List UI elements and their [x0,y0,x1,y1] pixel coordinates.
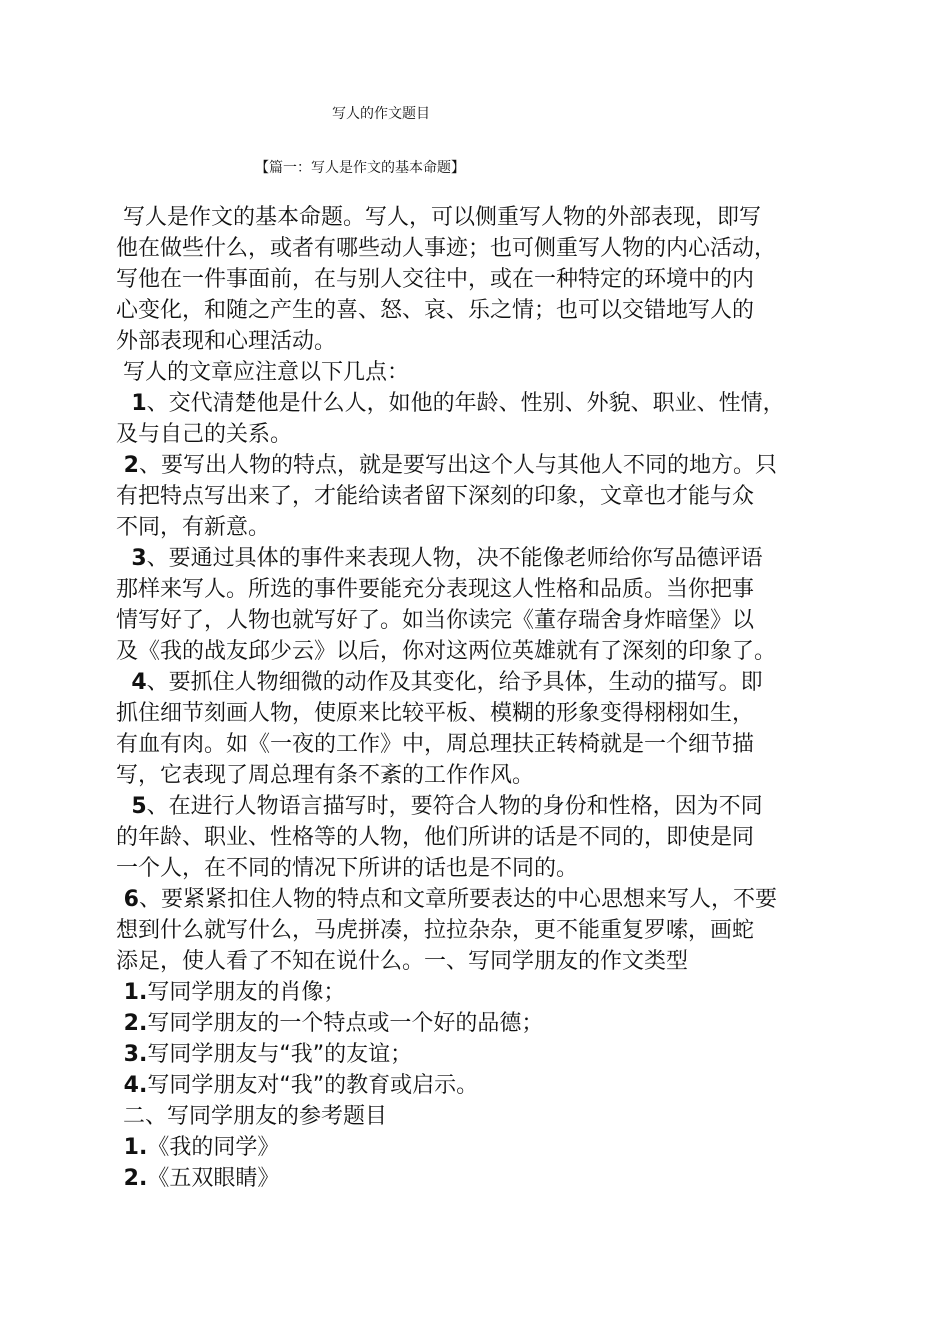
text-line [116,388,836,419]
text-line [116,512,836,543]
text-line [116,1163,836,1194]
document-body [116,202,836,1194]
text-line [116,202,836,233]
line-text: 有把特点写出来了，才能给读者留下深刻的印象，文章也才能与众 [116,484,755,509]
text-line [116,760,836,791]
text-line [116,729,836,760]
line-text: 添足，使人看了不知在说什么。一、写同学朋友的作文类型 [116,949,689,974]
text-line [116,1070,836,1101]
line-text: 的年龄、职业、性格等的人物，他们所讲的话是不同的，即使是同 [116,825,755,850]
item-number: 3 [116,546,147,571]
line-text: 想到什么就写什么，马虎拼凑，拉拉杂杂，更不能重复罗嗦，画蛇 [116,918,755,943]
section-heading: 【篇一：写人是作文的基本命题】 [255,160,465,176]
text-line [116,667,836,698]
line-text: 及与自己的关系。 [116,422,293,447]
text-line [116,884,836,915]
line-text: 、交代清楚他是什么人，如他的年龄、性别、外貌、职业、性情， [146,391,785,416]
line-text: 情写好了，人物也就写好了。如当你读完《董存瑞舍身炸暗堡》以 [116,608,755,633]
line-text: 写他在一件事面前，在与别人交往中，或在一种特定的环境中的内 [116,267,755,292]
text-line [116,574,836,605]
text-line [116,295,836,326]
text-line [116,977,836,1008]
item-number: 1. [116,980,148,1005]
text-line [116,326,836,357]
text-line [116,357,836,388]
line-text: 写人是作文的基本命题。写人，可以侧重写人物的外部表现，即写 [116,205,761,230]
text-line [116,946,836,977]
text-line [116,481,836,512]
line-text: 写同学朋友对“我”的教育或启示。 [147,1073,479,1098]
line-text: 他在做些什么，或者有哪些动人事迹；也可侧重写人物的内心活动， [116,236,777,261]
item-number: 2. [116,1166,148,1191]
document-title: 写人的作文题目 [332,106,430,122]
line-text: 《我的同学》 [147,1135,280,1160]
line-text: 写同学朋友的肖像； [147,980,346,1005]
text-line [116,1132,836,1163]
line-text: 、要写出人物的特点，就是要写出这个人与其他人不同的地方。只 [138,453,777,478]
item-number: 1. [116,1135,148,1160]
line-text: 、在进行人物语言描写时，要符合人物的身份和性格，因为不同 [146,794,763,819]
text-line [116,698,836,729]
item-number: 4 [116,670,147,695]
line-text: 、要通过具体的事件来表现人物，决不能像老师给你写品德评语 [146,546,763,571]
text-line [116,1008,836,1039]
text-line [116,791,836,822]
line-text: 不同，有新意。 [116,515,271,540]
line-text: 那样来写人。所选的事件要能充分表现这人性格和品质。当你把事 [116,577,755,602]
text-line [116,543,836,574]
line-text: 写同学朋友与“我”的友谊； [147,1042,413,1067]
line-text: 写人的文章应注意以下几点： [116,360,409,385]
item-number: 6 [116,887,139,912]
text-line [116,853,836,884]
item-number: 5 [116,794,147,819]
text-line [116,1039,836,1070]
line-text: 写同学朋友的一个特点或一个好的品德； [147,1011,544,1036]
text-line [116,233,836,264]
text-line [116,636,836,667]
item-number: 2. [116,1011,148,1036]
text-line [116,1101,836,1132]
item-number: 3. [116,1042,148,1067]
line-text: 二、写同学朋友的参考题目 [116,1104,387,1129]
text-line [116,605,836,636]
item-number: 1 [116,391,147,416]
text-line [116,450,836,481]
item-number: 4. [116,1073,148,1098]
line-text: 有血有肉。如《一夜的工作》中，周总理扶正转椅就是一个细节描 [116,732,755,757]
line-text: 、要紧紧扣住人物的特点和文章所要表达的中心思想来写人，不要 [138,887,777,912]
line-text: 、要抓住人物细微的动作及其变化，给予具体，生动的描写。即 [146,670,763,695]
text-line [116,419,836,450]
line-text: 一个人，在不同的情况下所讲的话也是不同的。 [116,856,579,881]
line-text: 抓住细节刻画人物，使原来比较平板、模糊的形象变得栩栩如生， [116,701,755,726]
line-text: 外部表现和心理活动。 [116,329,337,354]
line-text: 写，它表现了周总理有条不紊的工作作风。 [116,763,535,788]
line-text: 心变化，和随之产生的喜、怒、哀、乐之情；也可以交错地写人的 [116,298,755,323]
text-line [116,915,836,946]
line-text: 及《我的战友邱少云》以后，你对这两位英雄就有了深刻的印象了。 [116,639,777,664]
text-line [116,264,836,295]
line-text: 《五双眼睛》 [147,1166,280,1191]
text-line [116,822,836,853]
item-number: 2 [116,453,139,478]
